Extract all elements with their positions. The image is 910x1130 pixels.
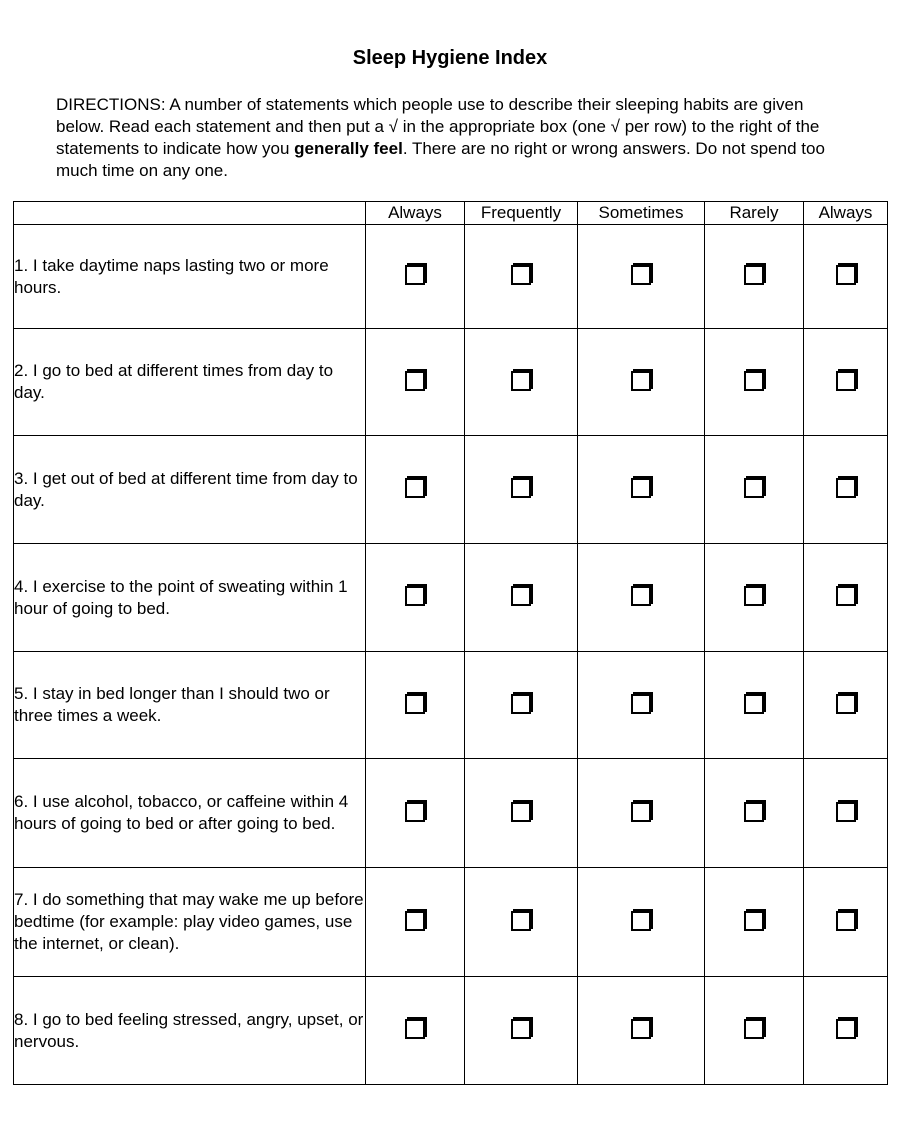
checkbox-cell[interactable]	[366, 329, 465, 436]
checkbox-cell[interactable]	[804, 225, 888, 329]
checkbox-cell[interactable]	[578, 436, 705, 544]
empty-checkbox-icon[interactable]	[836, 802, 856, 822]
table-row	[14, 652, 888, 759]
checkbox-cell[interactable]	[578, 329, 705, 436]
table-row	[14, 544, 888, 652]
checkbox-cell[interactable]	[366, 544, 465, 652]
checkbox-cell[interactable]	[366, 225, 465, 329]
empty-checkbox-icon[interactable]	[511, 911, 531, 931]
statement-text: 6. I use alcohol, tobacco, or caffeine within 4 hours of going to bed or after going to bed.	[14, 759, 366, 868]
checkbox-cell[interactable]	[465, 329, 578, 436]
empty-checkbox-icon[interactable]	[405, 694, 425, 714]
checkbox-cell[interactable]	[465, 652, 578, 759]
header-always: Always	[366, 202, 465, 225]
empty-checkbox-icon[interactable]	[405, 802, 425, 822]
statement-text: 7. I do something that may wake me up before bedtime (for example: play video games, use the internet, or clean).	[14, 868, 366, 977]
checkbox-cell[interactable]	[366, 759, 465, 868]
header-frequently: Frequently	[465, 202, 578, 225]
directions-part2: . There are no right or wrong answers. Do not spend too much time on any one.	[56, 139, 825, 180]
empty-checkbox-icon[interactable]	[511, 1019, 531, 1039]
checkbox-cell[interactable]	[465, 436, 578, 544]
empty-checkbox-icon[interactable]	[836, 911, 856, 931]
empty-checkbox-icon[interactable]	[511, 802, 531, 822]
page-title: Sleep Hygiene Index	[352, 47, 548, 69]
empty-checkbox-icon[interactable]	[631, 694, 651, 714]
header-statement	[14, 202, 366, 225]
checkbox-cell[interactable]	[705, 225, 804, 329]
empty-checkbox-icon[interactable]	[511, 586, 531, 606]
empty-checkbox-icon[interactable]	[836, 1019, 856, 1039]
checkbox-cell[interactable]	[804, 652, 888, 759]
checkbox-cell[interactable]	[705, 436, 804, 544]
empty-checkbox-icon[interactable]	[836, 478, 856, 498]
empty-checkbox-icon[interactable]	[744, 371, 764, 391]
checkbox-cell[interactable]	[804, 544, 888, 652]
empty-checkbox-icon[interactable]	[631, 1019, 651, 1039]
empty-checkbox-icon[interactable]	[744, 265, 764, 285]
statement-text: 5. I stay in bed longer than I should two or three times a week.	[14, 652, 366, 759]
empty-checkbox-icon[interactable]	[511, 694, 531, 714]
checkbox-cell[interactable]	[366, 436, 465, 544]
checkbox-cell[interactable]	[705, 652, 804, 759]
empty-checkbox-icon[interactable]	[836, 586, 856, 606]
empty-checkbox-icon[interactable]	[405, 1019, 425, 1039]
empty-checkbox-icon[interactable]	[405, 478, 425, 498]
statement-text: 2. I go to bed at different times from day to day.	[14, 329, 366, 436]
checkbox-cell[interactable]	[578, 225, 705, 329]
empty-checkbox-icon[interactable]	[836, 371, 856, 391]
empty-checkbox-icon[interactable]	[511, 478, 531, 498]
checkbox-cell[interactable]	[804, 329, 888, 436]
checkbox-cell[interactable]	[578, 544, 705, 652]
header-sometimes: Sometimes	[578, 202, 705, 225]
checkbox-cell[interactable]	[366, 652, 465, 759]
empty-checkbox-icon[interactable]	[511, 371, 531, 391]
statement-text: 4. I exercise to the point of sweating within 1 hour of going to bed.	[14, 544, 366, 652]
empty-checkbox-icon[interactable]	[744, 911, 764, 931]
checkbox-cell[interactable]	[465, 225, 578, 329]
checkbox-cell[interactable]	[578, 759, 705, 868]
checkbox-cell[interactable]	[804, 868, 888, 977]
checkbox-cell[interactable]	[705, 329, 804, 436]
empty-checkbox-icon[interactable]	[836, 265, 856, 285]
empty-checkbox-icon[interactable]	[405, 586, 425, 606]
checkbox-cell[interactable]	[705, 759, 804, 868]
empty-checkbox-icon[interactable]	[744, 1019, 764, 1039]
checkbox-cell[interactable]	[804, 436, 888, 544]
empty-checkbox-icon[interactable]	[631, 802, 651, 822]
checkbox-cell[interactable]	[705, 977, 804, 1085]
empty-checkbox-icon[interactable]	[405, 371, 425, 391]
empty-checkbox-icon[interactable]	[631, 478, 651, 498]
checkbox-cell[interactable]	[804, 977, 888, 1085]
empty-checkbox-icon[interactable]	[631, 265, 651, 285]
table-row	[14, 868, 888, 977]
empty-checkbox-icon[interactable]	[405, 911, 425, 931]
empty-checkbox-icon[interactable]	[405, 265, 425, 285]
empty-checkbox-icon[interactable]	[511, 265, 531, 285]
header-always-2: Always	[804, 202, 888, 225]
table-row	[14, 436, 888, 544]
statement-text: 1. I take daytime naps lasting two or more hours.	[14, 225, 366, 329]
checkbox-cell[interactable]	[578, 868, 705, 977]
directions-text	[56, 94, 846, 182]
header-rarely: Rarely	[705, 202, 804, 225]
checkbox-cell[interactable]	[465, 544, 578, 652]
checkbox-cell[interactable]	[578, 977, 705, 1085]
empty-checkbox-icon[interactable]	[631, 911, 651, 931]
empty-checkbox-icon[interactable]	[744, 694, 764, 714]
empty-checkbox-icon[interactable]	[744, 586, 764, 606]
empty-checkbox-icon[interactable]	[836, 694, 856, 714]
table-row	[14, 225, 888, 329]
checkbox-cell[interactable]	[578, 652, 705, 759]
table-row	[14, 977, 888, 1085]
table-row	[14, 759, 888, 868]
empty-checkbox-icon[interactable]	[631, 586, 651, 606]
checkbox-cell[interactable]	[366, 868, 465, 977]
checkbox-cell[interactable]	[705, 868, 804, 977]
checkbox-cell[interactable]	[465, 759, 578, 868]
checkbox-cell[interactable]	[465, 977, 578, 1085]
statement-text: 3. I get out of bed at different time from day to day.	[14, 436, 366, 544]
checkbox-cell[interactable]	[465, 868, 578, 977]
empty-checkbox-icon[interactable]	[631, 371, 651, 391]
header-row	[14, 202, 888, 225]
directions-part1: DIRECTIONS: A number of statements which people use to describe their sleeping habits are given below. Read each statement and then put a √ in the appropriate box (one √ per row) to the right of the statements to indicate how you	[56, 95, 820, 158]
checkbox-cell[interactable]	[705, 544, 804, 652]
table-row	[14, 329, 888, 436]
empty-checkbox-icon[interactable]	[744, 478, 764, 498]
checkbox-cell[interactable]	[804, 759, 888, 868]
empty-checkbox-icon[interactable]	[744, 802, 764, 822]
checkbox-cell[interactable]	[366, 977, 465, 1085]
statement-text: 8. I go to bed feeling stressed, angry, upset, or nervous.	[14, 977, 366, 1085]
questionnaire-table	[13, 201, 888, 1085]
directions-emphasis: generally feel	[294, 139, 403, 158]
